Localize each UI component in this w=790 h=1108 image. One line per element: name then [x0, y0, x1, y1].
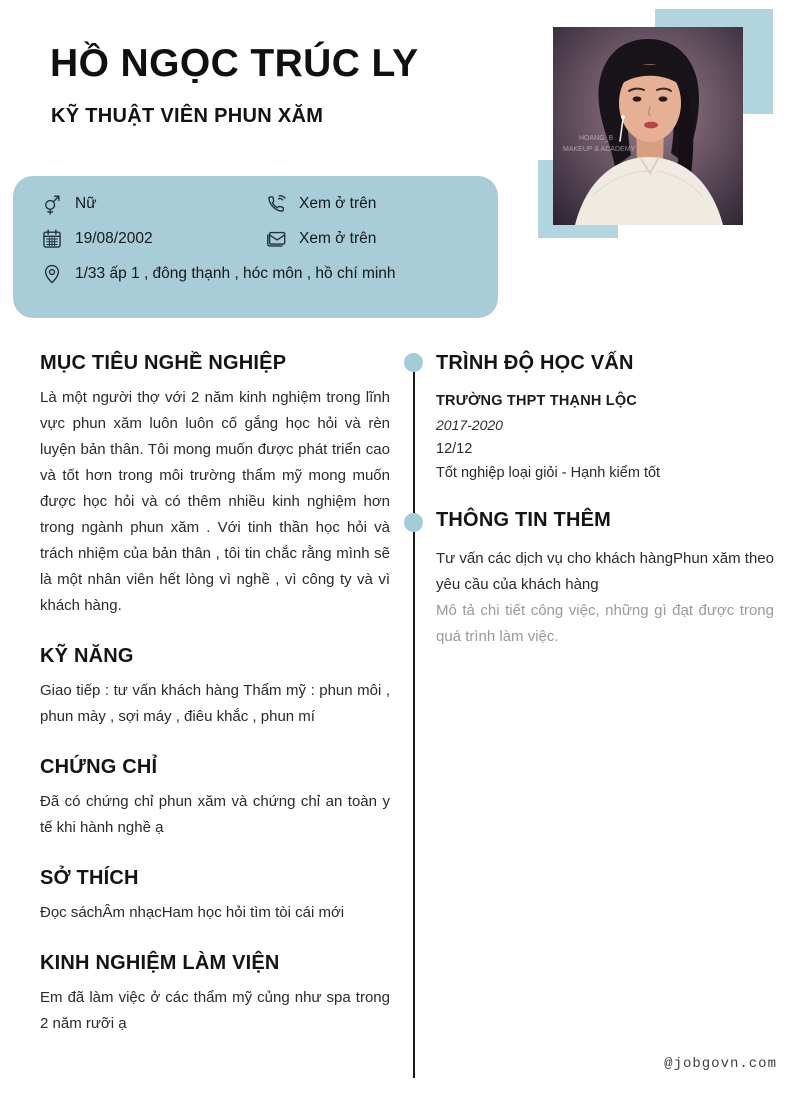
section-title: TRÌNH ĐỘ HỌC VẤN — [436, 352, 634, 374]
section-hobbies — [40, 867, 390, 926]
left-column — [40, 352, 390, 1063]
contact-gender-value: Nữ — [75, 195, 97, 212]
photo-watermark-line1: HOANG_B — [579, 135, 614, 142]
section-body: Đọc sáchÂm nhạcHam học hỏi tìm tòi cái mới — [40, 904, 345, 921]
location-pin-icon — [41, 263, 63, 285]
contact-phone — [265, 193, 480, 215]
additional-info-placeholder: Mô tả chi tiết công việc, những gì đạt được trong quá trình làm việc. — [436, 602, 774, 645]
contact-address-value: 1/33 ấp 1 , đông thạnh , hóc môn , hồ chí minh — [75, 265, 396, 282]
timeline-dot-education — [404, 353, 423, 372]
section-skills — [40, 645, 390, 730]
section-education — [436, 352, 774, 485]
section-title: KỸ NĂNG — [40, 645, 134, 667]
education-school: TRƯỜNG THPT THẠNH LỘC — [436, 393, 637, 409]
job-title: KỸ THUẬT VIÊN PHUN XĂM — [51, 105, 324, 127]
contact-address — [41, 263, 480, 285]
section-work-experience — [40, 952, 390, 1037]
contact-email — [265, 228, 480, 250]
section-title: SỞ THÍCH — [40, 867, 139, 889]
photo-watermark-line2: MAKEUP & ACADEMY — [563, 146, 636, 153]
calendar-icon — [41, 228, 63, 250]
section-title: CHỨNG CHỈ — [40, 756, 158, 778]
education-grade: 12/12 — [436, 441, 473, 457]
right-column — [436, 352, 774, 650]
education-result: Tốt nghiệp loại giỏi - Hạnh kiểm tốt — [436, 465, 661, 481]
contact-birthday-value: 19/08/2002 — [75, 230, 153, 247]
gender-icon — [41, 193, 63, 215]
main-content — [0, 340, 790, 1108]
timeline-dot-additional-info — [404, 513, 423, 532]
contact-phone-value: Xem ở trên — [299, 195, 377, 212]
section-title: THÔNG TIN THÊM — [436, 509, 612, 531]
email-icon — [265, 228, 287, 250]
section-title: KINH NGHIỆM LÀM VIỆN — [40, 952, 280, 974]
contact-email-value: Xem ở trên — [299, 230, 377, 247]
education-years: 2017-2020 — [436, 417, 503, 433]
page-title: HỒ NGỌC TRÚC LY — [50, 42, 419, 85]
site-watermark: @jobgovn.com — [664, 1056, 777, 1072]
profile-photo — [553, 27, 743, 225]
phone-icon — [265, 193, 287, 215]
contact-gender — [41, 193, 265, 215]
portrait-image — [553, 27, 743, 225]
column-divider-line — [413, 362, 415, 1078]
section-body: Đã có chứng chỉ phun xăm và chứng chỉ an toàn y tế khi hành nghề ạ — [40, 793, 390, 836]
section-body: Em đã làm việc ở các thẩm mỹ củng như spa trong 2 năm rưỡi ạ — [40, 989, 390, 1032]
section-body: Là một người thợ với 2 năm kinh nghiệm trong lĩnh vực phun xăm luôn luôn cố gắng học hỏi và rèn luyện bản thân. Tôi mong muốn được phát triển cao và tốt hơn trong môi trường thẩm mỹ mong muốn được học hỏi và có thêm nhiều kinh nghiệm hơn trong ngành phun xăm . Với tinh thần học hỏi và trách nhiệm của bản thân , tôi tin chắc rằng mình sẽ là một nhân viên hết lòng vì nghề , vì công ty và vì khách hàng. — [40, 389, 390, 614]
section-career-objective — [40, 352, 390, 619]
section-body: Giao tiếp : tư vấn khách hàng Thẩm mỹ : phun môi , phun mày , sợi máy , điêu khắc , phun mí — [40, 682, 390, 725]
additional-info-body: Tư vấn các dịch vụ cho khách hàngPhun xăm theo yêu cầu của khách hàng — [436, 550, 774, 593]
section-additional-info — [436, 509, 774, 650]
section-title: MỤC TIÊU NGHỀ NGHIỆP — [40, 352, 287, 374]
contact-birthday — [41, 228, 265, 250]
section-certificates — [40, 756, 390, 841]
contact-info-box — [13, 176, 498, 318]
